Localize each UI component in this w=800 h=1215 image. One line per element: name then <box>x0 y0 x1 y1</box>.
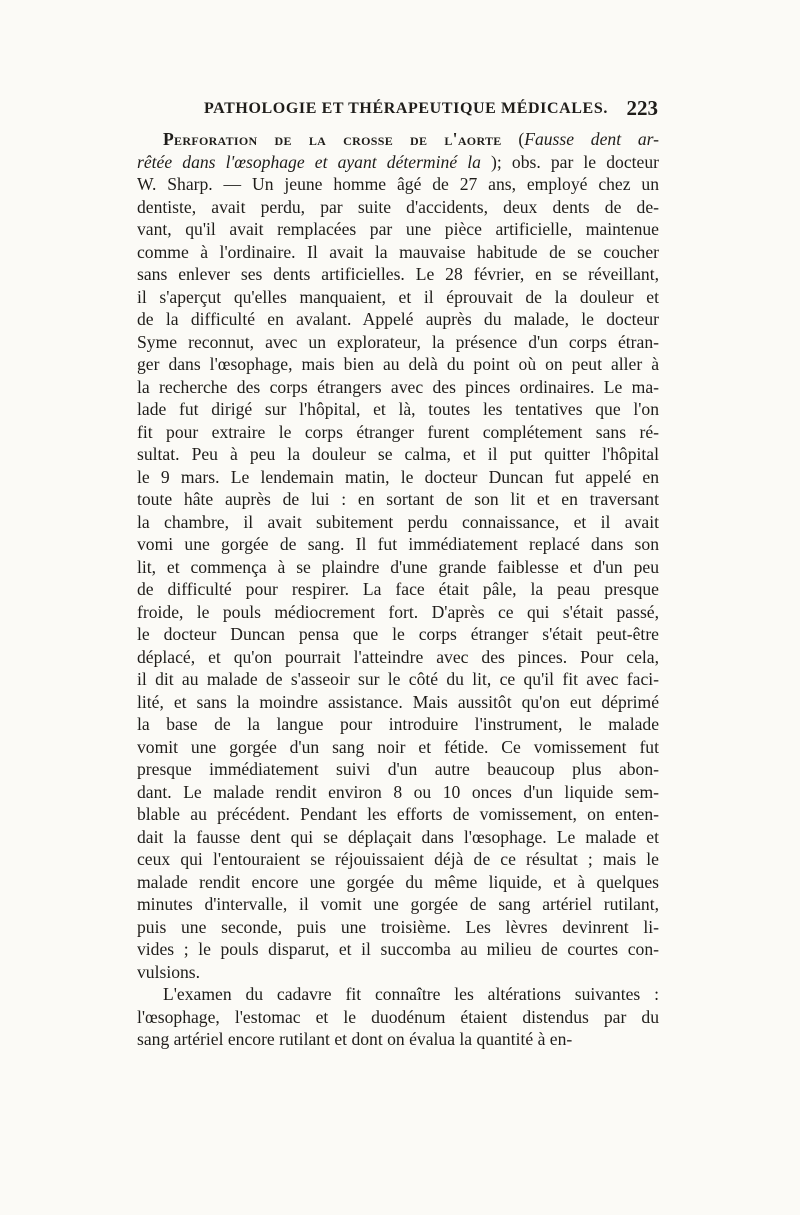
heading-close: ); obs. par le docteur <box>480 151 659 172</box>
text-line: fit pour extraire le corps étranger furent complétement sans ré- <box>137 421 659 442</box>
text-line: toute hâte auprès de lui : en sortant de son lit et en traversant <box>137 489 659 509</box>
text-line: vulsions. <box>137 961 201 982</box>
page-number: 223 <box>626 96 658 120</box>
text-line: minutes d'intervalle, il vomit une gorgée de sang artériel rutilant, <box>137 894 659 914</box>
text-line: lité, et sans la moindre assistance. Mais aussitôt qu'on eut déprimé <box>137 691 659 712</box>
text-line: dant. Le malade rendit environ 8 ou 10 onces d'un liquide sem- <box>137 781 659 802</box>
article-heading: Perforation de la crosse de l'aorte <box>163 129 502 149</box>
text-line: L'examen du cadavre fit connaître les altérations suivantes : <box>163 984 659 1004</box>
text-line: malade rendit encore une gorgée du même liquide, et à quelques <box>137 871 659 892</box>
text-line: ceux qui l'entouraient se réjouissaient déjà de ce résultat ; mais le <box>137 849 659 869</box>
text-line: déplacé, et qu'on pourrait l'atteindre avec des pinces. Pour cela, <box>137 646 659 667</box>
text-line: sang artériel encore rutilant et dont on évalua la quantité à en- <box>137 1029 573 1049</box>
text-line: puis une seconde, puis une troisième. Les lèvres devinrent li- <box>137 916 659 937</box>
text-line: il s'aperçut qu'elles manquaient, et il éprouvait de la douleur et <box>137 286 659 307</box>
text-line: l'œsophage, l'estomac et le duodénum étaient distendus par du <box>137 1006 659 1027</box>
heading-open: ( <box>501 129 525 149</box>
text-line: ger dans l'œsophage, mais bien au delà du point où on peut aller à <box>137 354 659 374</box>
text-line: blable au précédent. Pendant les efforts de vomissement, on enten- <box>137 804 659 824</box>
article-subtitle-part1: Fausse dent ar- <box>524 129 659 149</box>
text-line: comme à l'ordinaire. Il avait la mauvaise habitude de se coucher <box>137 241 659 262</box>
text-line: vomi une gorgée de sang. Il fut immédiatement replacé dans son <box>137 534 659 554</box>
text-line: la chambre, il avait subitement perdu connaissance, et il avait <box>137 511 659 532</box>
text-line: Syme reconnut, avec un explorateur, la présence d'un corps étran- <box>137 331 659 352</box>
text-line: vides ; le pouls disparut, et il succomba au milieu de courtes con- <box>137 939 659 959</box>
text-line: vant, qu'il avait remplacées par une pièce artificielle, maintenue <box>137 219 659 239</box>
article-heading-line <box>137 128 659 151</box>
text-line: dentiste, avait perdu, par suite d'accidents, deux dents de de- <box>137 196 659 217</box>
text-line: froide, le pouls médiocrement fort. D'après ce qui s'était passé, <box>137 601 659 622</box>
text-line: la base de la langue pour introduire l'instrument, le malade <box>137 714 659 734</box>
text-line: le 9 mars. Le lendemain matin, le docteur Duncan fut appelé en <box>137 466 659 487</box>
text-line: lit, et commença à se plaindre d'une grande faiblesse et d'un peu <box>137 556 659 577</box>
article-body <box>137 128 659 1051</box>
running-head <box>204 96 658 126</box>
text-line: de difficulté pour respirer. La face était pâle, la peau presque <box>137 579 659 599</box>
text-line: presque immédiatement suivi d'un autre beaucoup plus abon- <box>137 759 659 779</box>
article-subtitle-line <box>137 151 659 174</box>
paragraph-lines <box>137 173 659 1051</box>
text-line: sultat. Peu à peu la douleur se calma, et il put quitter l'hôpital <box>137 444 659 464</box>
text-line: W. Sharp. — Un jeune homme âgé de 27 ans, employé chez un <box>137 174 659 194</box>
text-line: lade fut dirigé sur l'hôpital, et là, toutes les tentatives que l'on <box>137 399 659 419</box>
text-line: la recherche des corps étrangers avec des pinces ordinaires. Le ma- <box>137 376 659 397</box>
text-line: vomit une gorgée d'un sang noir et fétide. Ce vomissement fut <box>137 736 659 757</box>
article-subtitle-part2: rêtée dans l'œsophage et ayant déterminé la <box>137 151 481 172</box>
text-line: il dit au malade de s'asseoir sur le côté du lit, ce qu'il fit avec faci- <box>137 669 659 689</box>
text-line: de la difficulté en avalant. Appelé auprès du malade, le docteur <box>137 309 659 329</box>
text-line: sans enlever ses dents artificielles. Le 28 février, en se réveillant, <box>137 264 659 284</box>
text-line: dait la fausse dent qui se déplaçait dans l'œsophage. Le malade et <box>137 826 659 847</box>
text-line: le docteur Duncan pensa que le corps étranger s'était peut-être <box>137 624 659 644</box>
running-title: PATHOLOGIE ET THÉRAPEUTIQUE MÉDICALES. <box>204 100 608 117</box>
